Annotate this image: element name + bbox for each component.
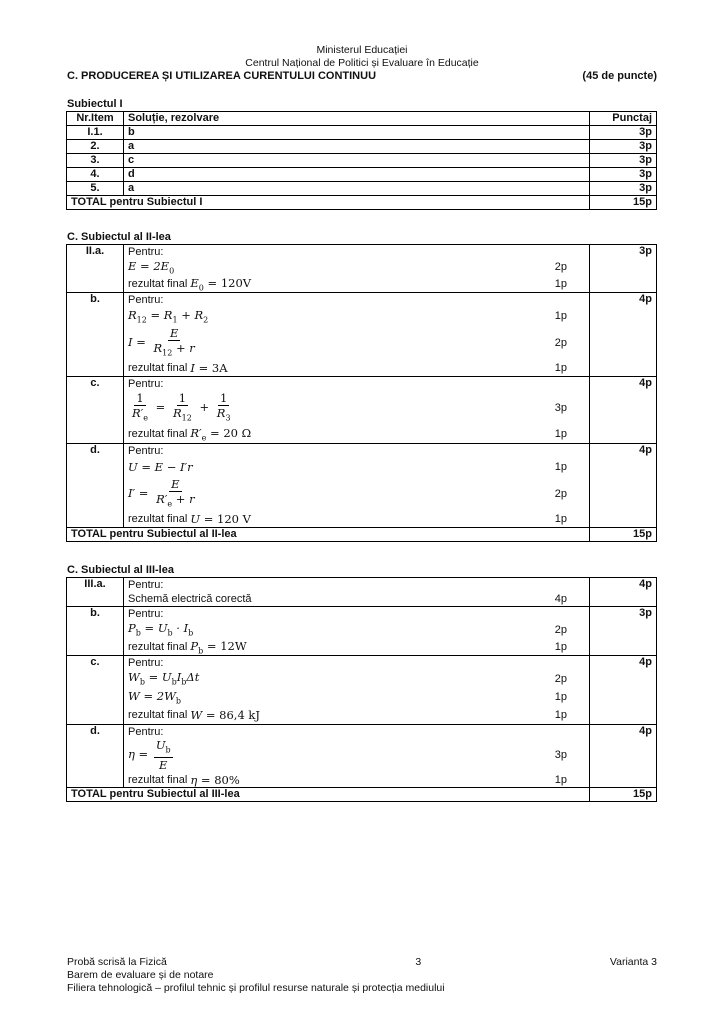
line-points: 1p: [554, 362, 567, 374]
total-points: 15p: [590, 528, 657, 542]
item-answer: a: [124, 140, 590, 154]
item-points: 4p: [590, 293, 657, 377]
line-points: 1p: [554, 513, 567, 525]
pentru-label: Pentru:: [128, 245, 164, 258]
line-points: 1p: [554, 773, 567, 786]
item-nr: d.: [67, 444, 124, 528]
item-solution: [124, 377, 590, 444]
footer-exam: Probă scrisă la Fizică: [67, 956, 167, 968]
table-row: [67, 656, 657, 725]
formula: I = $\frac{E}{R_{12} + r}$: [128, 325, 195, 358]
subject-2-table: [66, 244, 657, 542]
item-points: 3p: [590, 245, 657, 293]
item-points: 3p: [590, 168, 657, 182]
table-row: [67, 578, 657, 607]
line-points: 3p: [554, 402, 567, 414]
line-points: 1p: [554, 461, 567, 473]
table-row: [67, 725, 657, 788]
formula: $W_b = U_bI_b\Delta t$: [128, 670, 200, 687]
table-row: [67, 245, 657, 293]
formula: $R'_e = 20$ Ω: [190, 425, 252, 443]
footer-line-3: Filiera tehnologică – profilul tehnic și profilul resurse naturale și protecția mediului: [67, 982, 445, 994]
line-points: 4p: [554, 592, 567, 605]
line-points: 2p: [554, 623, 567, 636]
item-solution: [124, 725, 590, 788]
line-points: 2p: [554, 261, 567, 273]
item-solution: [124, 578, 590, 607]
formula: $E_0 = 120V$: [190, 275, 252, 293]
table-row: [67, 182, 657, 196]
subject-2-title: C. Subiectul al II-lea: [67, 231, 171, 243]
formula: η = 80%: [190, 772, 240, 787]
item-answer: a: [124, 182, 590, 196]
table-row: [67, 444, 657, 528]
solution-text: Schemă electrică corectă: [128, 592, 252, 605]
item-answer: c: [124, 154, 590, 168]
table-header: [67, 112, 657, 126]
line-points: 1p: [554, 428, 567, 440]
table-row: [67, 140, 657, 154]
item-solution: [124, 245, 590, 293]
item-points: 4p: [590, 578, 657, 607]
subject-3-table: [66, 577, 657, 802]
formula: W = 86,4 kJ: [190, 708, 260, 722]
item-solution: [124, 607, 590, 656]
header-center: Centrul Național de Politici și Evaluare în Educație: [245, 57, 479, 69]
item-points: 3p: [590, 140, 657, 154]
line-points: 1p: [554, 641, 567, 653]
footer-variant: Varianta 3: [609, 956, 657, 968]
subject-3-title: C. Subiectul al III-lea: [67, 564, 174, 576]
line-points: 2p: [554, 488, 567, 500]
col-pts: Punctaj: [590, 112, 657, 126]
item-nr: d.: [67, 725, 124, 788]
total-row: [67, 788, 657, 802]
pentru-label: Pentru:: [128, 293, 164, 306]
item-nr: b.: [67, 607, 124, 656]
line-points: 2p: [554, 672, 567, 685]
total-label: TOTAL pentru Subiectul al II-lea: [67, 528, 590, 542]
total-points: 15p: [590, 788, 657, 802]
formula: U = 120 V: [190, 512, 251, 526]
formula: I = 3A: [190, 361, 228, 375]
section-title: [67, 70, 657, 82]
subject-1-table: [66, 111, 657, 210]
pentru-label: Pentru:: [128, 656, 164, 669]
item-nr: II.a.: [67, 245, 124, 293]
line-points: 1p: [554, 278, 567, 290]
item-nr: I.1.: [67, 126, 124, 140]
item-solution: [124, 293, 590, 377]
table-row: [67, 377, 657, 444]
item-answer: d: [124, 168, 590, 182]
col-nr: Nr.Item: [67, 112, 124, 126]
formula: $W = 2W_b$: [128, 688, 182, 706]
item-points: 3p: [590, 607, 657, 656]
total-points: 15p: [590, 196, 657, 210]
item-nr: c.: [67, 377, 124, 444]
pentru-label: Pentru:: [128, 578, 164, 591]
result-label: rezultat final: [128, 709, 188, 721]
item-points: 3p: [590, 126, 657, 140]
table-row: [67, 607, 657, 656]
result-label: rezultat final: [128, 773, 188, 786]
item-nr: 4.: [67, 168, 124, 182]
table-row: [67, 293, 657, 377]
item-nr: 3.: [67, 154, 124, 168]
line-points: 1p: [554, 691, 567, 703]
formula: $P_b = 12W$: [190, 638, 247, 656]
total-row: [67, 528, 657, 542]
formula: $P_b = U_b \cdot I_b$: [128, 621, 194, 638]
total-label: TOTAL pentru Subiectul al III-lea: [67, 788, 590, 802]
footer-line-1: [67, 956, 657, 968]
result-label: rezultat final: [128, 278, 188, 290]
formula: U = E − I′r: [128, 460, 193, 474]
pentru-label: Pentru:: [128, 607, 164, 620]
item-nr: 5.: [67, 182, 124, 196]
header-ministry: Ministerul Educației: [316, 44, 408, 56]
pentru-label: Pentru:: [128, 377, 164, 390]
section-points: (45 de puncte): [582, 70, 657, 82]
line-points: 2p: [554, 337, 567, 349]
result-label: rezultat final: [128, 641, 188, 653]
footer-page-number: 3: [415, 956, 422, 968]
item-points: 3p: [590, 182, 657, 196]
total-row: [67, 196, 657, 210]
table-row: [67, 126, 657, 140]
item-solution: [124, 444, 590, 528]
col-sol: Soluție, rezolvare: [124, 112, 590, 126]
item-answer: b: [124, 126, 590, 140]
formula: $R_{12} = R_1 + R_2$: [128, 307, 209, 325]
item-points: 4p: [590, 444, 657, 528]
pentru-label: Pentru:: [128, 444, 164, 457]
result-label: rezultat final: [128, 513, 188, 525]
formula: I′ = $\frac{E}{R'_e + r}$: [128, 476, 195, 509]
item-nr: 2.: [67, 140, 124, 154]
formula: $\frac{1}{R'_e}$ = $\frac{1}{R_{12}}$ + $\frac{1}{R_3}$: [132, 390, 231, 423]
item-solution: [124, 656, 590, 725]
total-label: TOTAL pentru Subiectul I: [67, 196, 590, 210]
item-nr: III.a.: [67, 578, 124, 607]
line-points: 1p: [554, 310, 567, 322]
table-row: [67, 154, 657, 168]
item-points: 4p: [590, 725, 657, 788]
item-points: 4p: [590, 656, 657, 725]
formula: $E = 2E_0$: [128, 258, 175, 276]
section-title-text: C. PRODUCEREA ȘI UTILIZAREA CURENTULUI CONTINUU: [67, 70, 377, 82]
pentru-label: Pentru:: [128, 725, 164, 738]
item-nr: c.: [67, 656, 124, 725]
item-points: 3p: [590, 154, 657, 168]
item-nr: b.: [67, 293, 124, 377]
result-label: rezultat final: [128, 428, 188, 440]
line-points: 1p: [554, 709, 567, 721]
subject-1-title: Subiectul I: [67, 98, 123, 110]
item-points: 4p: [590, 377, 657, 444]
line-points: 3p: [554, 749, 567, 761]
table-row: [67, 168, 657, 182]
result-label: rezultat final: [128, 362, 188, 374]
formula: η = $\frac{U_b}{E}$: [128, 737, 171, 773]
footer-line-2: Barem de evaluare și de notare: [67, 969, 214, 981]
